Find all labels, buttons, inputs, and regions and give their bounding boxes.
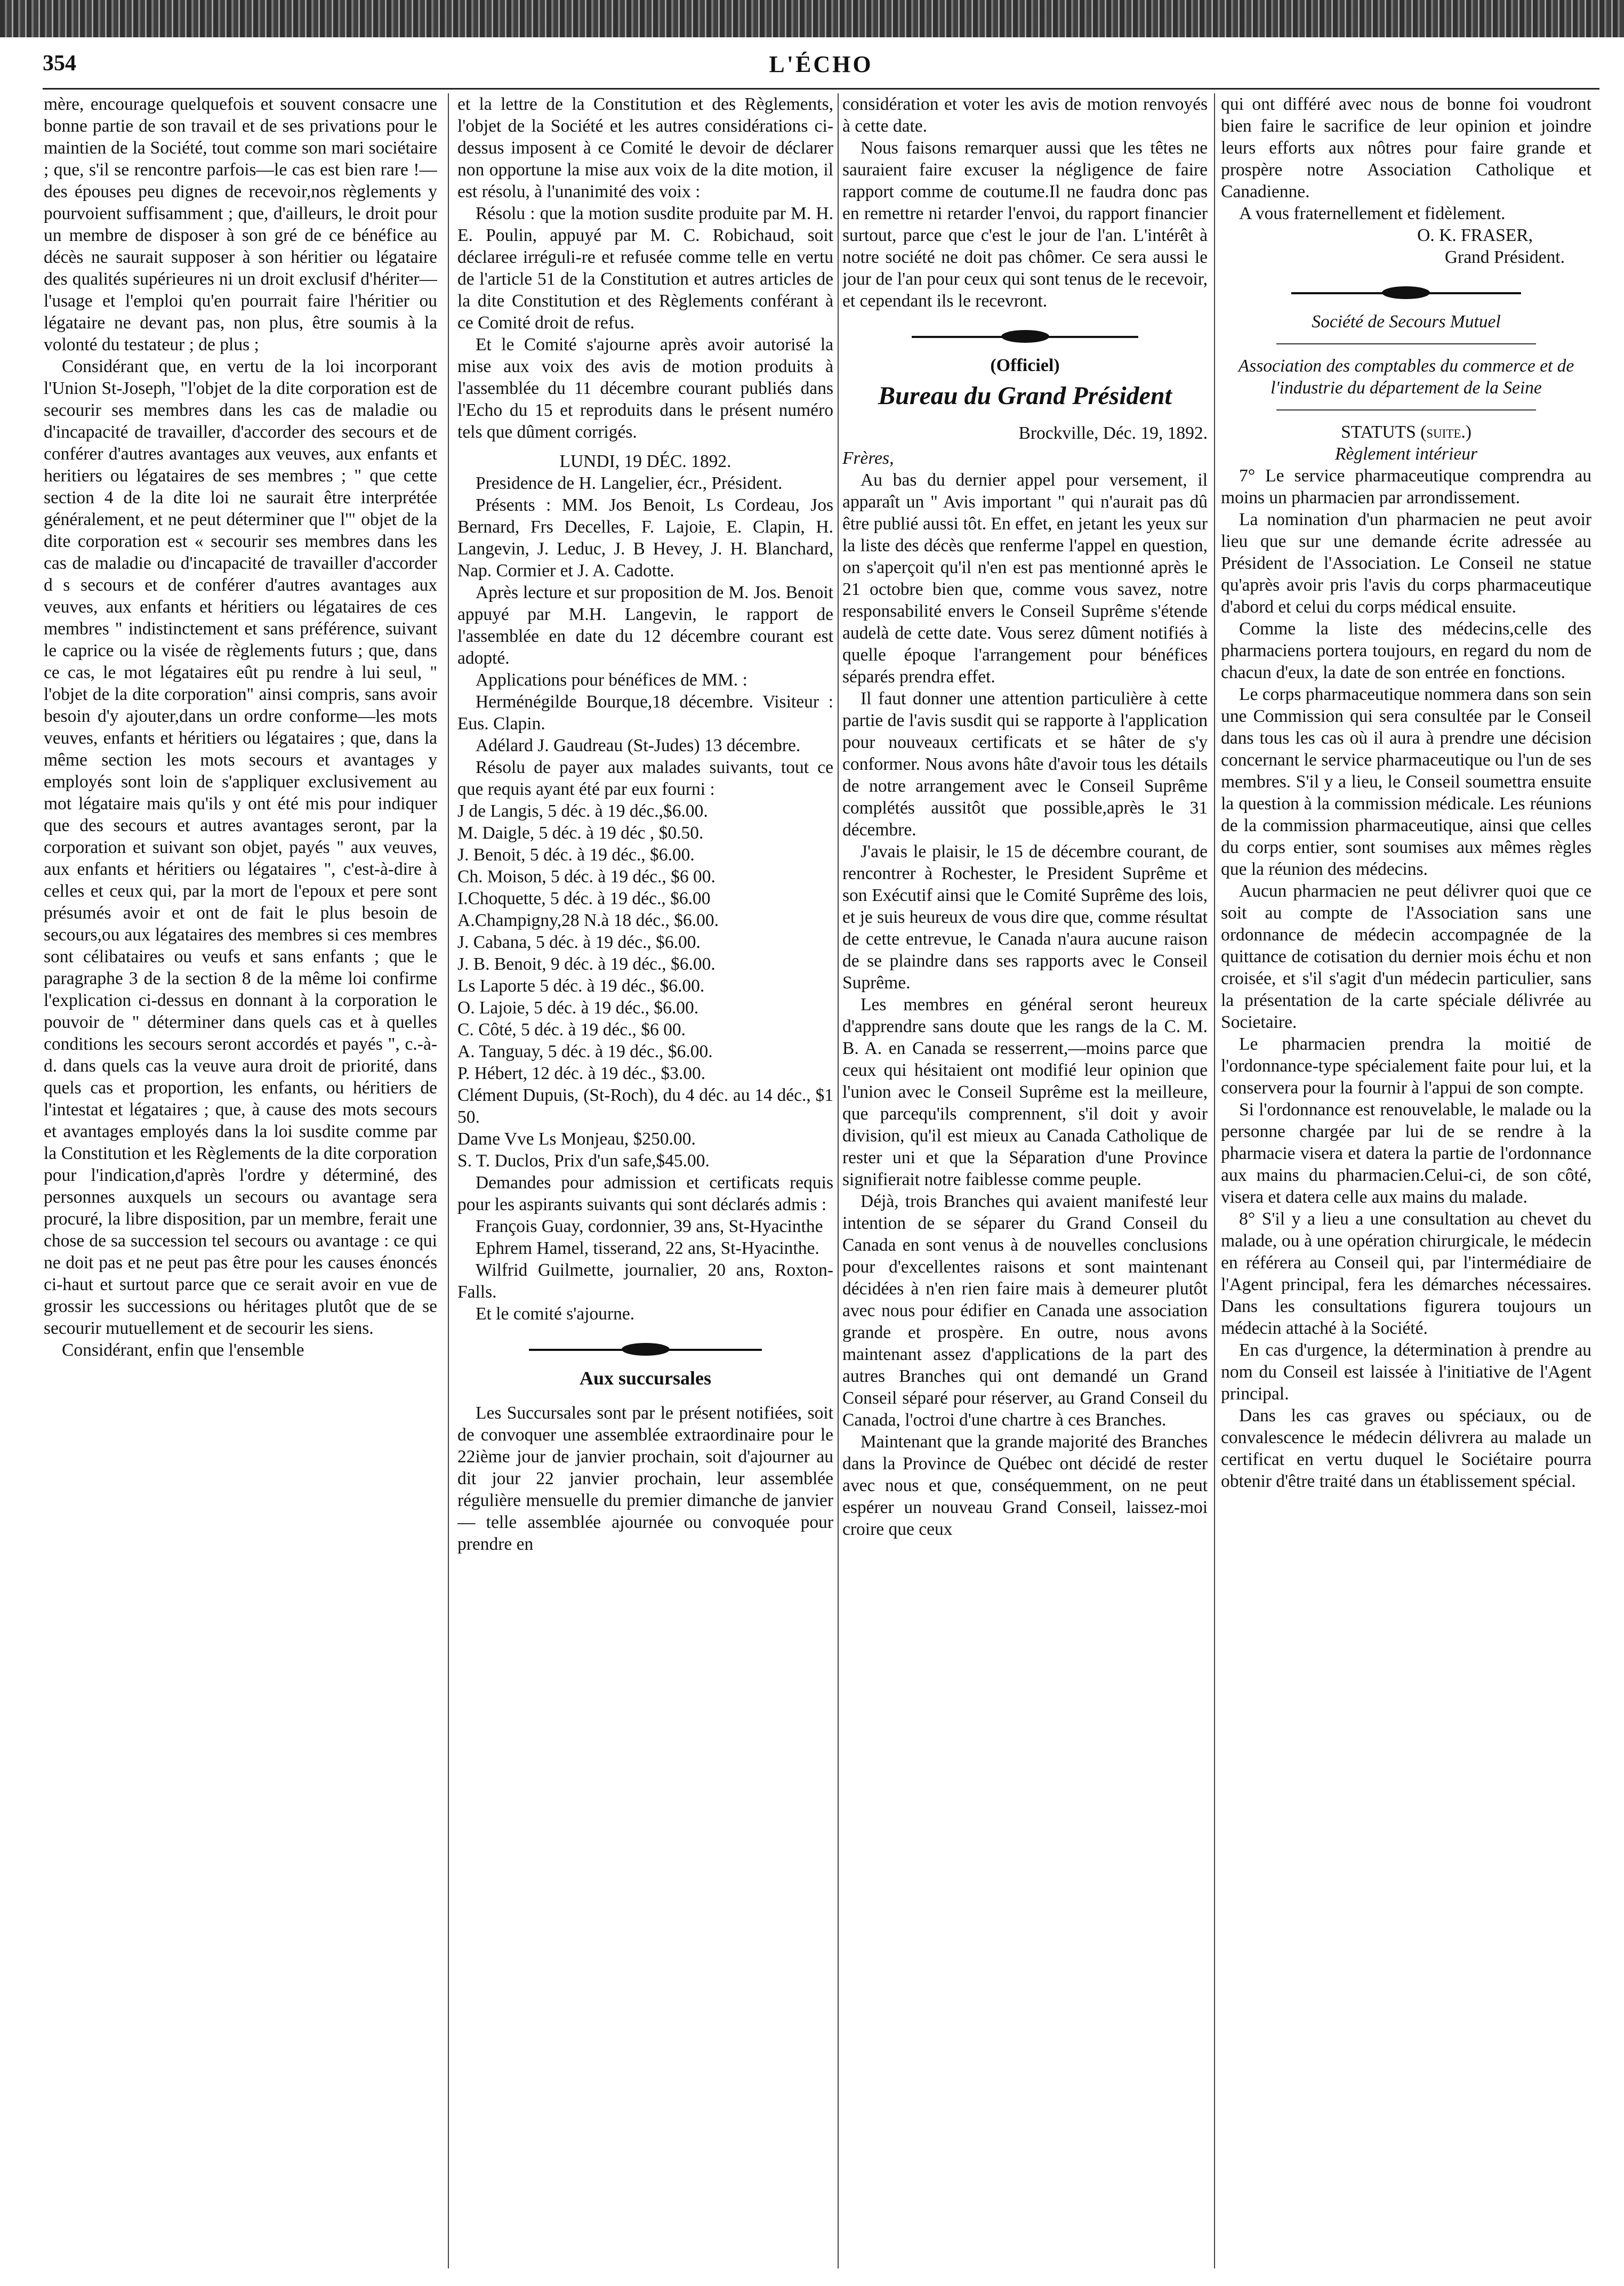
section-heading: Aux succursales xyxy=(579,1367,711,1389)
admission-item: François Guay, cordonnier, 39 ans, St-Hyacinthe xyxy=(476,1217,823,1236)
payment-item: Ls Laporte 5 déc. à 19 déc., $6.00. xyxy=(457,976,705,996)
page-header xyxy=(43,51,1599,90)
paragraph: Dans les cas graves ou spéciaux, ou de convalescence le médecin délivrera au malade un certificat en vertu duquel le Sociétaire pourra obtenir d'être traité dans un établissement spécial. xyxy=(1221,1406,1591,1491)
meeting-date: LUNDI, 19 DÉC. 1892. xyxy=(559,452,731,471)
application-item: Herménégilde Bourque,18 décembre. Visiteur : Eus. Clapin. xyxy=(457,692,833,734)
payment-list xyxy=(457,800,833,1172)
scan-border xyxy=(0,0,1624,37)
paragraph: Aucun pharmacien ne peut délivrer quoi que ce soit au compte de l'Association sans une ordonnance de médecin accompagnée de la quittance de cotisation du dernier mois échu et non croisée, et s'il s'agit d'un médecin particulier, sans la présentation de la carte spéciale délivrée au Societaire. xyxy=(1221,881,1591,1032)
payment-item: A.Champigny,28 N.à 18 déc., $6.00. xyxy=(457,911,719,930)
paragraph: En cas d'urgence, la détermination à prendre au nom du Conseil est laissée à l'initiative de l'Agent principal. xyxy=(1221,1340,1591,1404)
paragraph: Et le Comité s'ajourne après avoir autorisé la mise aux voix des avis de motion produits à l'assemblée du 11 décembre courant publiés dans l'Echo du 15 et reproduits dans le présent numéro tels que dûment corrigés. xyxy=(457,335,833,442)
paragraph: Si l'ordonnance est renouvelable, le malade ou la personne chargée par lui de se rendre à la pharmacie visera et datera la partie de l'ordonnance aux mains du pharmacien.Celui-ci, de son côté, visera et datera celle aux mains du malade. xyxy=(1221,1100,1591,1207)
paragraph: Considérant que, en vertu de la loi incorporant l'Union St-Joseph, "l'objet de la dite corporation est de secourir ses membres dans les cas de maladie ou d'incapacité de travailler, d'accorder des secours et de conférer d'autres avantages aux veuves, aux enfants et heritiers ou légataires de ses membres ; " que cette section 4 de la dite loi ne saurait être interprétée généralement, et ne peut déterminer que l'" objet de la dite corporation est « secourir ses membres dans les cas de maladie ou d'incapacité de travailler d'accorder d s secours et de conférer d'autres avantages aux veuves, aux enfants et héritiers ou légataires de ces membres " indistinctement et sans préférence, suivant le caprice ou la visée de règlements futurs ; que, dans ce cas, le mot légataires eût pu rendre à lui seul, " l'objet de la dite corporation" ainsi compris, sans avoir besoin d'y ajouter,dans un ordre conforme—les mots veuves, enfants et héritiers ou légataires ; que, dans la même section les mots secours et avantages y employés sont loin de s'appliquer exclusivement au mot légataire mais qu'ils y ont été mis pour indiquer que des secours et autres avantages seront, par la corporation et suivant son objet, payés " aux veuves, aux enfants et héritiers ou légataires ", c'est-à-dire à celles et ceux qui, par la mort de l'epoux et pere sont présumés avoir et ont de fait le plus besoin de secours,ou aux légataires des membres si ces membres sont célibataires ou veufs et sans enfants ; que le paragraphe 3 de la section 8 de la même loi confirme l'explication ci-dessus en donnant à la corporation le pouvoir de " déterminer dans quels cas et à quelles conditions les secours seront accordés et payés ", c.-à-d. dans quels cas la veuve aura droit de priorité, dans quels cas et proportion, les enfants, ou héritiers de l'intestat et légataires ; que, à cause des mots secours et avantages employés dans la loi susdite comme par la Constitution et les Règlements de la dite corporation pour l'indication,d'après l'ordre y déterminé, des personnes auxquels un secours ou avantage sera procuré, la libre disposition, par un membre, ferait une chose de sa succession tel secours ou avantage : ce qui ne doit pas et ne peut pas être pour les causes énoncés ci-haut et surtout parce que ce serait avoir en vue de grossir les successions ou héritages plutôt que de se secourir mutuellement et de secourir les siens. xyxy=(44,357,437,1338)
payment-item: M. Daigle, 5 déc. à 19 déc , $0.50. xyxy=(457,823,704,843)
payment-item: C. Côté, 5 déc. à 19 déc., $6 00. xyxy=(457,1020,686,1040)
paragraph: qui ont différé avec nous de bonne foi voudront bien faire le sacrifice de leur opinion et joindre leurs efforts aux nôtres pour faire grande et prospère notre Association Catholique et Canadienne. xyxy=(1221,94,1591,202)
official-label: (Officiel) xyxy=(990,356,1060,375)
payment-item: Ch. Moison, 5 déc. à 19 déc., $6 00. xyxy=(457,867,715,887)
rule xyxy=(1276,409,1536,410)
proposition: Après lecture et sur proposition de M. Jos. Benoit appuyé par M.H. Langevin, le rapport de l'assemblée en date du 12 décembre courant est adopté. xyxy=(457,583,833,668)
paragraph: Résolu : que la motion susdite produite par M. H. E. Poulin, appuyé par M. C. Robichaud, soit déclaree irréguli-re et refusée comme telle en vertu de l'article 51 de la Constitution et autres articles de la dite Constitution et des Règlements conférant à ce Comité droit de refus. xyxy=(457,204,833,333)
paragraph: Le pharmacien prendra la moitié de l'ordonnance-type spécialement faite pour lui, et la conservera pour la fournir à l'appui de son compte. xyxy=(1221,1034,1591,1098)
reglement-heading: Règlement intérieur xyxy=(1335,444,1477,464)
paragraph: Le corps pharmaceutique nommera dans son sein une Commission qui sera consultée par le Conseil dans tous les cas où il aura à prendre une décision concernant le service pharmaceutique ou l'un de ses membres. S'il y a lieu, le Conseil soumettra ensuite la question à la commission médicale. Les réunions de la commission pharmaceutique, ainsi que celles du corps entier, sont soumises aux mêmes règles que la réunion des médecins. xyxy=(1221,685,1591,879)
paragraph: considération et voter les avis de motion renvoyés à cette date. xyxy=(842,94,1208,136)
column-rule xyxy=(838,93,839,2268)
adjournment: Et le comité s'ajourne. xyxy=(476,1304,635,1324)
society-title: Société de Secours Mutuel xyxy=(1312,312,1501,332)
column-rule xyxy=(1214,93,1215,2268)
paragraph: Maintenant que la grande majorité des Branches dans la Province de Québec ont décidé de rester avec nous et que, conséquemment, on ne peut espérer un nouveau Grand Conseil, laissez-moi croire que ceux xyxy=(842,1432,1208,1539)
statuts-heading: STATUTS (suite.) xyxy=(1341,422,1472,442)
payment-item: Dame Vve Ls Monjeau, $250.00. xyxy=(457,1129,696,1149)
demandes: Demandes pour admission et certificats requis pour les aspirants suivants qui sont déclarés admis : xyxy=(457,1173,833,1214)
column-2 xyxy=(457,93,833,2268)
association-title: Association des comptables du commerce et de l'industrie du département de la Seine xyxy=(1238,356,1574,398)
signature-title: Grand Président. xyxy=(1444,247,1565,267)
payment-item: S. T. Duclos, Prix d'un safe,$45.00. xyxy=(457,1151,710,1171)
column-rule xyxy=(448,93,449,2268)
paragraph: mère, encourage quelquefois et souvent consacre une bonne partie de son travail et de ses privations pour le maintien de la Société, tout comme son mari sociétaire ; que, s'il se rencontre parfois—le cas est bien rare !—des épouses peu dignes de recevoir,nos règlements y pourvoient suffisamment ; que, d'ailleurs, le droit pour un membre de disposer à son gré de ce bénéfice au décès ne saurait supposer à son héritier ou légataire des qualités supérieures ni un droit exclusif d'hériter—l'usage et l'emploi qu'en pourrait faire l'héritier ou légataire ne devant pas, non plus, être soumis à la volonté du testateur ; de plus ; xyxy=(44,94,437,355)
admission-item: Wilfrid Guilmette, journalier, 20 ans, Roxton-Falls. xyxy=(457,1260,833,1302)
paragraph: Au bas du dernier appel pour versement, il apparaît un " Avis important " qui n'aurait pas dû être publié aussi tôt. En effet, en jetant les yeux sur la liste des décès que renferme l'appel en question, on s'aperçoit qu'il n'en est pas mentionné après le 21 octobre bien que, comme vous savez, notre responsabilité envers le Conseil Suprême s'étende audelà de cette date. Vous serez dûment notifiés à quelle époque l'arrangement pour bénéfices séparés prendra effet. xyxy=(842,470,1208,687)
column-1 xyxy=(44,93,437,2268)
paragraph: Nous faisons remarquer aussi que les têtes ne sauraient faire excuser la négligence de faire rapport comme de coutume.Il ne faudra donc pas en remettre ni retarder l'envoi, du rapport financier surtout, parce que c'est le jour de l'an. L'intérêt à notre société ne doit pas chômer. Ce sera aussi le jour de l'an pour ceux qui sont tenus de le recevoir, et cependant ils le recevront. xyxy=(842,138,1208,311)
presidence: Presidence de H. Langelier, écr., Président. xyxy=(476,473,783,493)
admission-item: Ephrem Hamel, tisserand, 22 ans, St-Hyacinthe. xyxy=(476,1238,819,1258)
paragraph: Déjà, trois Branches qui avaient manifesté leur intention de se séparer du Grand Conseil du Canada en sont venus à de nouvelles conclusions pour d'excellentes raisons et sont maintenant décidées à n'en rien faire mais à demeurer plutôt avec nous pour édifier en Canada une association grande et prospère. En outre, nous avons maintenant assez d'applications de la part des autres Branches qui ont demandé un Grand Conseil séparé pour réserver, au Grand Conseil du Canada, l'octroi d'une chartre à ces Branches. xyxy=(842,1192,1208,1430)
ornament-divider xyxy=(912,334,1138,340)
payment-item: I.Choquette, 5 déc. à 19 déc., $6.00 xyxy=(457,889,711,908)
resolution: Résolu de payer aux malades suivants, tout ce que requis ayant été par eux fourni : xyxy=(457,758,833,799)
closing: A vous fraternellement et fidèlement. xyxy=(1239,204,1506,223)
payment-item: O. Lajoie, 5 déc. à 19 déc., $6.00. xyxy=(457,998,699,1018)
signature-name: O. K. FRASER, xyxy=(1417,226,1533,245)
rule xyxy=(1276,343,1536,344)
paragraph: Les Succursales sont par le présent notifiées, soit de convoquer une assemblée extraordinaire pour le 22ième jour de janvier prochain, soit d'ajourner au dit jour 22 janvier prochain, leur assemblée régulière mensuelle du premier dimanche de janvier — telle assemblée ajournée ou convoquée pour prendre en xyxy=(457,1403,833,1554)
salutation: Frères, xyxy=(842,448,894,468)
paragraph: et la lettre de la Constitution et des Règlements, l'objet de la Société et les autres considérations ci-dessus imposent à ce Comité le devoir de déclarer non opportune la mise aux voix de la dite motion, il est résolu, à l'unanimité des voix : xyxy=(457,94,833,202)
paragraph: Considérant, enfin que l'ensemble xyxy=(62,1340,304,1360)
paragraph: J'avais le plaisir, le 15 de décembre courant, de rencontrer à Rochester, le President Suprême et son Exécutif ainsi que le Comité Suprême des lois, et je suis heureux de vous dire que, comme résultat de cette entrevue, le Canada n'aura aucune raison de se plaindre dans ses rapports avec le Conseil Suprême. xyxy=(842,842,1208,993)
ornament-divider xyxy=(529,1347,762,1353)
dateline: Brockville, Déc. 19, 1892. xyxy=(1018,423,1208,443)
column-4 xyxy=(1221,93,1591,2268)
paragraph: 7° Le service pharmaceutique comprendra au moins un pharmacien par arrondissement. xyxy=(1221,466,1591,508)
paragraph: Il faut donner une attention particulière à cette partie de l'avis susdit qui se rapporte à l'application pour nouveaux certificats et se hâter de s'y conformer. Nous avons hâte d'avoir tous les détails de notre arrangement avec le Conseil Suprême complétés aussitôt que possible,après le 31 décembre. xyxy=(842,689,1208,840)
application-item: Adélard J. Gaudreau (St-Judes) 13 décembre. xyxy=(476,736,801,755)
column-3 xyxy=(842,93,1208,2268)
paragraph: La nomination d'un pharmacien ne peut avoir lieu que sur une demande écrite adressée au Président de l'Association. Le Conseil ne statue qu'après avoir pris l'avis du corps pharmaceutique d'abord et celui du corps médical ensuite. xyxy=(1221,510,1591,617)
section-heading: Bureau du Grand Président xyxy=(878,382,1172,410)
paragraph: 8° S'il y a lieu a une consultation au chevet du malade, ou à une opération chirurgicale, le médecin en référera au Conseil qui, par l'intermédiaire de l'Agent principal, fera les démarches nécessaires. Dans les consultations figurera toujours un médecin attaché à la Société. xyxy=(1221,1209,1591,1338)
paragraph: Les membres en général seront heureux d'apprendre sans doute que les rangs de la C. M. B. A. en Canada se resserrent,—moins parce que ceux qui hésitaient ont modifié leur opinion que l'union avec le Conseil Suprême est la meilleure, que parcequ'ils comprennent, s'il doit y avoir division, qu'il est mieux au Canada Catholique de rester uni et que la Séparation d'une Province signifierait notre faiblesse comme peuple. xyxy=(842,995,1208,1189)
payment-item: J. Benoit, 5 déc. à 19 déc., $6.00. xyxy=(457,845,695,865)
payment-item: A. Tanguay, 5 déc. à 19 déc., $6.00. xyxy=(457,1042,713,1061)
payment-item: P. Hébert, 12 déc. à 19 déc., $3.00. xyxy=(457,1064,706,1083)
page-number: 354 xyxy=(43,51,76,76)
paragraph: Comme la liste des médecins,celle des pharmaciens portera toujours, en regard du nom de chacun d'eux, la date de son entrée en fonctions. xyxy=(1221,619,1591,682)
presents: Présents : MM. Jos Benoit, Ls Cordeau, Jos Bernard, Frs Decelles, F. Lajoie, E. Clapin, H. Langevin, J. Leduc, J. B Hevey, J. H. Blanchard, Nap. Cormier et J. A. Cadotte. xyxy=(457,495,833,581)
payment-item: Clément Dupuis, (St-Roch), du 4 déc. au 14 déc., $1 50. xyxy=(457,1085,833,1127)
payment-item: J de Langis, 5 déc. à 19 déc.,$6.00. xyxy=(457,801,708,821)
applications-title: Applications pour bénéfices de MM. : xyxy=(476,670,747,690)
ornament-divider xyxy=(1291,291,1521,296)
newspaper-title: L'ÉCHO xyxy=(769,51,873,77)
payment-item: J. Cabana, 5 déc. à 19 déc., $6.00. xyxy=(457,932,701,952)
payment-item: J. B. Benoit, 9 déc. à 19 déc., $6.00. xyxy=(457,954,715,974)
